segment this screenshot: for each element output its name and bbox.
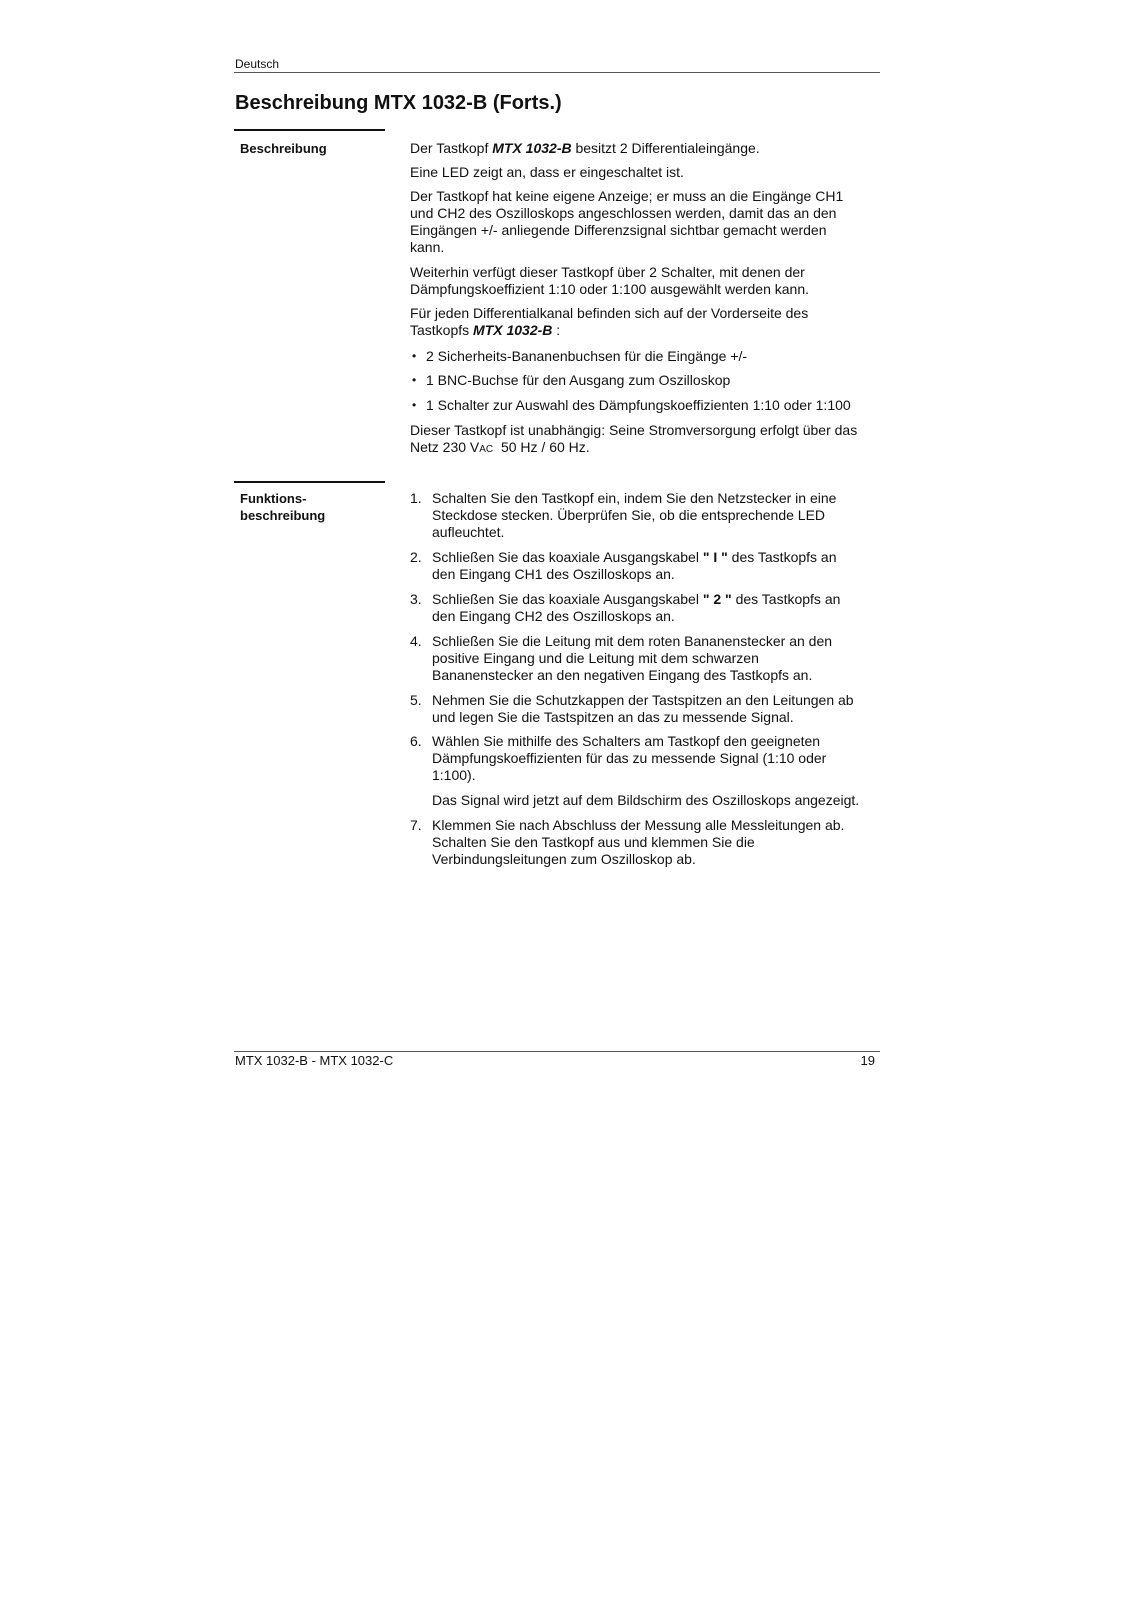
- bullet-text: • 1 Schalter zur Auswahl des Dämpfungskoeffizienten 1:10 oder 1:100: [426, 397, 851, 413]
- text-segment: des Tastkopfs an: [731, 591, 841, 607]
- text-segment: Tastkopfs: [410, 322, 474, 338]
- cable-label: " 2 ": [702, 591, 732, 607]
- paragraph-intro: [410, 140, 760, 157]
- step-line: Steckdose stecken. Überprüfen Sie, ob die entsprechende LED: [432, 507, 826, 523]
- step-line: Schalten Sie den Tastkopf ein, indem Sie den Netzstecker in eine: [432, 490, 837, 506]
- paragraph-line: [410, 439, 857, 458]
- step-number: 6.: [410, 733, 422, 749]
- text-segment: Netz 230 V: [410, 439, 480, 455]
- paragraph-line: Weiterhin verfügt dieser Tastkopf über 2 Schalter, mit denen der: [410, 264, 805, 280]
- text-segment: 50 Hz / 60 Hz.: [493, 439, 590, 455]
- unit-subscript: AC: [479, 444, 494, 455]
- step-line: Schalten Sie den Tastkopf aus und klemmen Sie die: [432, 834, 755, 850]
- bullet-item: [410, 397, 851, 414]
- section-label-function: [240, 490, 325, 524]
- paragraph-power: [410, 422, 857, 458]
- step-number: 3.: [410, 591, 422, 607]
- step-line: Schließen Sie die Leitung mit dem roten Bananenstecker an den: [432, 633, 833, 649]
- text-segment: Schließen Sie das koaxiale Ausgangskabel: [432, 591, 703, 607]
- step-line: Dämpfungskoeffizienten für das zu messende Signal (1:10 oder: [432, 750, 827, 766]
- step-line: den Eingang CH1 des Oszilloskops an.: [432, 566, 675, 582]
- step-line: Verbindungsleitungen zum Oszilloskop ab.: [432, 851, 696, 867]
- step-line: Nehmen Sie die Schutzkappen der Tastspitzen an den Leitungen ab: [432, 692, 854, 708]
- section-label-description: Beschreibung: [240, 141, 327, 156]
- step-line: positive Eingang und die Leitung mit dem schwarzen: [432, 650, 759, 666]
- step-line: aufleuchtet.: [432, 524, 505, 540]
- step-line: Bananenstecker an den negativen Eingang des Tastkopfs an.: [432, 667, 813, 683]
- step-line: 1:100).: [432, 767, 476, 783]
- bullet-item: [410, 372, 730, 389]
- page-number: 19: [860, 1053, 875, 1068]
- cable-label: " I ": [702, 549, 728, 565]
- step-item: [410, 692, 854, 726]
- product-name: MTX 1032-B: [492, 140, 572, 156]
- label-line: Funktions-: [240, 491, 307, 506]
- paragraph-line: [410, 140, 760, 157]
- paragraph-line: Für jeden Differentialkanal befinden sich auf der Vorderseite des: [410, 305, 809, 321]
- step-number: 2.: [410, 549, 422, 565]
- text-segment: des Tastkopfs an: [727, 549, 837, 565]
- bullet-text: • 1 BNC-Buchse für den Ausgang zum Oszilloskop: [426, 372, 731, 388]
- text-segment: besitzt 2 Differentialeingänge.: [571, 140, 760, 156]
- page-title: Beschreibung MTX 1032-B (Forts.): [235, 92, 562, 114]
- text-segment: Schließen Sie das koaxiale Ausgangskabel: [432, 549, 703, 565]
- paragraph-line: Dämpfungskoeffizient 1:10 oder 1:100 ausgewählt werden kann.: [410, 281, 810, 297]
- paragraph-line: und CH2 des Oszilloskops angeschlossen werden, damit das an den: [410, 205, 837, 221]
- step-number: 5.: [410, 692, 422, 708]
- paragraph-led: [410, 164, 684, 181]
- step-line: [432, 591, 840, 608]
- step-item: [410, 490, 836, 541]
- text-segment: :: [552, 322, 561, 338]
- label-line: beschreibung: [240, 508, 326, 523]
- section-rule-description: [234, 129, 385, 131]
- step-item: [410, 733, 826, 784]
- paragraph-line: kann.: [410, 239, 445, 255]
- paragraph-line: Dieser Tastkopf ist unabhängig: Seine Stromversorgung erfolgt über das: [410, 422, 858, 438]
- paragraph-switches: [410, 264, 809, 298]
- paragraph-line: [410, 322, 808, 339]
- header-language: Deutsch: [235, 57, 280, 71]
- step-line: Klemmen Sie nach Abschluss der Messung alle Messleitungen ab.: [432, 817, 845, 833]
- header-rule: [234, 72, 880, 73]
- step-line: [432, 549, 837, 566]
- paragraph-display: [410, 188, 843, 256]
- step-item: [410, 817, 844, 868]
- section-rule-function: [234, 481, 385, 483]
- paragraph-line: Eingängen +/- anliegende Differenzsignal sichtbar gemacht werden: [410, 222, 827, 238]
- paragraph-front-panel: [410, 305, 808, 339]
- step-line: Wählen Sie mithilfe des Schalters am Tastkopf den geeigneten: [432, 733, 821, 749]
- step-note: Das Signal wird jetzt auf dem Bildschirm des Oszilloskops angezeigt.: [432, 792, 860, 808]
- bullet-item: [410, 348, 747, 365]
- footer-model: MTX 1032-B - MTX 1032-C: [235, 1053, 394, 1068]
- step-item: [410, 633, 832, 684]
- step-line: und legen Sie die Tastspitzen an das zu messende Signal.: [432, 709, 794, 725]
- step-number: 1.: [410, 490, 422, 506]
- product-name: MTX 1032-B: [473, 322, 553, 338]
- step-number: 7.: [410, 817, 422, 833]
- paragraph-line: Eine LED zeigt an, dass er eingeschaltet ist.: [410, 164, 684, 180]
- bullet-text: • 2 Sicherheits-Bananenbuchsen für die Eingänge +/-: [426, 348, 748, 364]
- step-number: 4.: [410, 633, 422, 649]
- text-segment: Der Tastkopf: [410, 140, 493, 156]
- footer-rule: [234, 1051, 880, 1052]
- paragraph-line: Der Tastkopf hat keine eigene Anzeige; er muss an die Eingänge CH1: [410, 188, 844, 204]
- step-line: den Eingang CH2 des Oszilloskops an.: [432, 608, 675, 624]
- step-item: [410, 591, 840, 625]
- step-item: [410, 549, 837, 583]
